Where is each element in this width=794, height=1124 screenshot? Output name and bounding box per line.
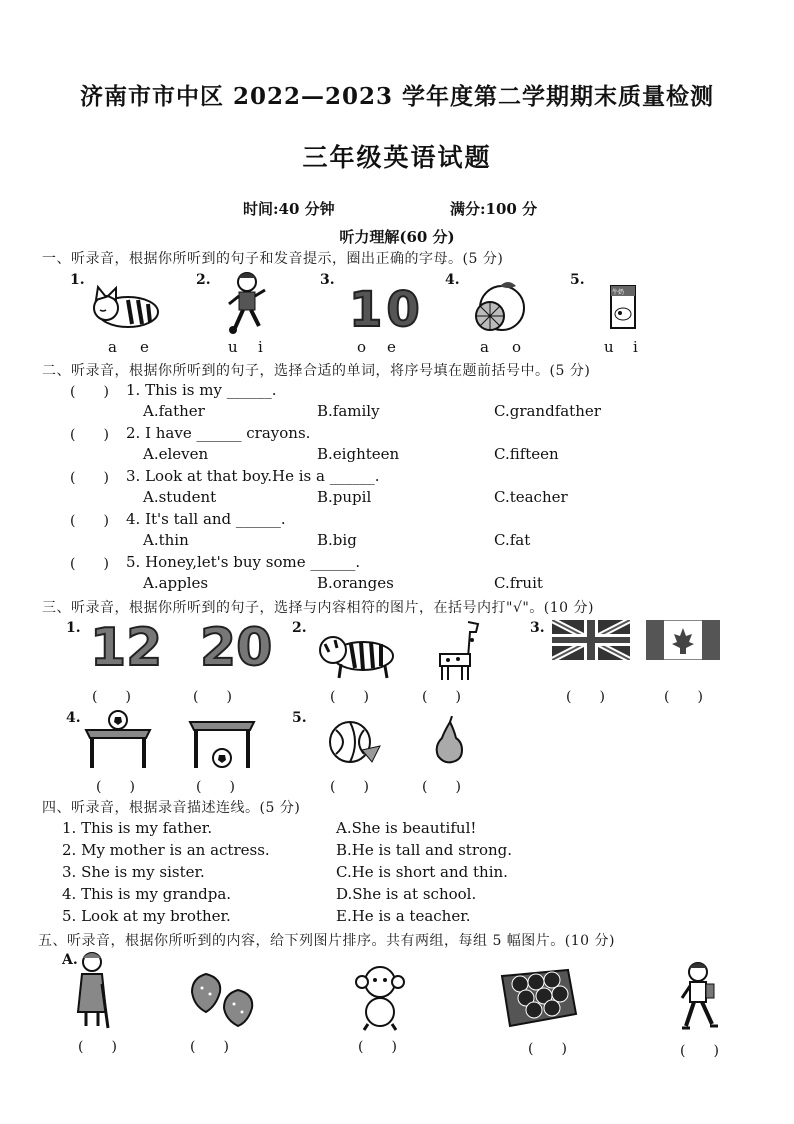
s4-left-2[interactable]: 2. My mother is an actress. bbox=[62, 841, 270, 859]
s2-q3-option-b: B.pupil bbox=[317, 488, 372, 506]
s3-bracket-3b[interactable]: ( ) bbox=[664, 689, 703, 705]
s1-letter-4b[interactable]: o bbox=[512, 338, 522, 356]
s2-question-3: 3. Look at that boy.He is a ______. bbox=[126, 467, 380, 485]
s1-num-3: 3. bbox=[320, 272, 335, 288]
s2-q4-option-b: B.big bbox=[317, 531, 357, 549]
part-heading: 听力理解(60 分) bbox=[339, 228, 455, 246]
s3-num-1: 1. bbox=[66, 620, 81, 636]
s1-num-4: 4. bbox=[445, 272, 460, 288]
ball-on-table-icon bbox=[82, 708, 154, 770]
s5-bracket-1[interactable]: ( ) bbox=[78, 1039, 117, 1055]
canada-flag-icon bbox=[646, 620, 720, 660]
orange-icon bbox=[470, 278, 530, 334]
s3-bracket-4b[interactable]: ( ) bbox=[196, 779, 235, 795]
s3-num-4: 4. bbox=[66, 710, 81, 726]
s4-left-5[interactable]: 5. Look at my brother. bbox=[62, 907, 231, 925]
milk-label: 牛奶 bbox=[612, 289, 625, 296]
s2-answer-bracket-5[interactable]: ( ) bbox=[70, 556, 109, 572]
section4-title: 四、听录音，根据录音描述连线。(5 分) bbox=[42, 800, 301, 816]
s3-bracket-1a[interactable]: ( ) bbox=[92, 689, 131, 705]
number-twenty-picture: 20 bbox=[200, 618, 273, 678]
s4-left-1[interactable]: 1. This is my father. bbox=[62, 819, 213, 837]
s1-num-5: 5. bbox=[570, 272, 585, 288]
s5-group-label: A. bbox=[62, 952, 78, 968]
s3-num-2: 2. bbox=[292, 620, 307, 636]
s2-answer-bracket-4[interactable]: ( ) bbox=[70, 513, 109, 529]
s4-right-e[interactable]: E.He is a teacher. bbox=[336, 907, 471, 925]
exam-score: 满分:100 分 bbox=[450, 200, 538, 218]
s3-bracket-5b[interactable]: ( ) bbox=[422, 779, 461, 795]
s3-num-5: 5. bbox=[292, 710, 307, 726]
s5-bracket-4[interactable]: ( ) bbox=[528, 1041, 567, 1057]
running-boy-icon bbox=[225, 270, 271, 336]
s1-letter-1b[interactable]: e bbox=[140, 338, 149, 356]
s2-question-1: 1. This is my ______. bbox=[126, 381, 277, 399]
s2-q5-option-c: C.fruit bbox=[494, 574, 543, 592]
s2-q4-option-a: A.thin bbox=[143, 531, 189, 549]
s2-question-2: 2. I have ______ crayons. bbox=[126, 424, 311, 442]
walking-boy-icon bbox=[676, 960, 724, 1034]
s4-right-c[interactable]: C.He is short and thin. bbox=[336, 863, 508, 881]
s2-q3-option-a: A.student bbox=[143, 488, 217, 506]
exam-subtitle: 三年级英语试题 bbox=[302, 143, 492, 172]
s3-bracket-4a[interactable]: ( ) bbox=[96, 779, 135, 795]
s4-right-b[interactable]: B.He is tall and strong. bbox=[336, 841, 513, 859]
s4-right-a[interactable]: A.She is beautiful! bbox=[336, 819, 477, 837]
s2-q1-option-b: B.family bbox=[317, 402, 380, 420]
ball-under-table-icon bbox=[186, 708, 258, 770]
s2-q3-option-c: C.teacher bbox=[494, 488, 568, 506]
s3-bracket-2a[interactable]: ( ) bbox=[330, 689, 369, 705]
s2-q2-option-b: B.eighteen bbox=[317, 445, 400, 463]
s3-num-3: 3. bbox=[530, 620, 545, 636]
number-ten-picture: 10 bbox=[349, 282, 424, 338]
section3-title: 三、听录音，根据你所听到的句子，选择与内容相符的图片，在括号内打"√"。(10 分) bbox=[42, 600, 594, 616]
s2-question-5: 5. Honey,let's buy some ______. bbox=[126, 553, 361, 571]
exam-time: 时间:40 分钟 bbox=[243, 200, 335, 218]
s2-answer-bracket-1[interactable]: ( ) bbox=[70, 384, 109, 400]
s1-letter-2b[interactable]: i bbox=[258, 338, 263, 356]
s2-q1-option-c: C.grandfather bbox=[494, 402, 601, 420]
s4-right-d[interactable]: D.She is at school. bbox=[336, 885, 477, 903]
number-twelve-picture: 12 bbox=[90, 618, 163, 678]
s1-letter-5b[interactable]: i bbox=[633, 338, 638, 356]
strawberry-icon bbox=[188, 968, 262, 1028]
s1-num-2: 2. bbox=[196, 272, 211, 288]
s1-letter-3a[interactable]: o bbox=[357, 338, 367, 356]
watermelon-icon bbox=[326, 716, 382, 766]
s3-bracket-3a[interactable]: ( ) bbox=[566, 689, 605, 705]
exam-title: 济南市市中区 2022—2023 学年度第二学期期末质量检测 bbox=[79, 83, 715, 110]
uk-flag-icon bbox=[552, 620, 630, 660]
s1-letter-4a[interactable]: a bbox=[480, 338, 489, 356]
s1-num-1: 1. bbox=[70, 272, 85, 288]
pear-icon bbox=[432, 716, 468, 764]
s2-answer-bracket-3[interactable]: ( ) bbox=[70, 470, 109, 486]
s2-q5-option-b: B.oranges bbox=[317, 574, 394, 592]
s2-question-4: 4. It's tall and ______. bbox=[126, 510, 286, 528]
section2-title: 二、听录音，根据你所听到的句子，选择合适的单词，将序号填在题前括号中。(5 分) bbox=[42, 363, 591, 379]
s2-q2-option-a: A.eleven bbox=[143, 445, 209, 463]
s3-bracket-2b[interactable]: ( ) bbox=[422, 689, 461, 705]
s3-bracket-1b[interactable]: ( ) bbox=[193, 689, 232, 705]
s3-bracket-5a[interactable]: ( ) bbox=[330, 779, 369, 795]
monkey-icon bbox=[350, 962, 410, 1032]
s2-q5-option-a: A.apples bbox=[143, 574, 209, 592]
tiger-icon bbox=[315, 628, 399, 680]
s1-letter-3b[interactable]: e bbox=[387, 338, 396, 356]
s5-bracket-2[interactable]: ( ) bbox=[190, 1039, 229, 1055]
giraffe-icon bbox=[428, 618, 492, 682]
section1-title: 一、听录音，根据你所听到的句子和发音提示，圈出正确的字母。(5 分) bbox=[42, 251, 504, 267]
s1-letter-1a[interactable]: a bbox=[108, 338, 117, 356]
s2-q4-option-c: C.fat bbox=[494, 531, 531, 549]
s4-left-4[interactable]: 4. This is my grandpa. bbox=[62, 885, 232, 903]
cat-icon bbox=[88, 282, 160, 330]
grandma-icon bbox=[72, 950, 116, 1030]
s1-letter-5a[interactable]: u bbox=[604, 338, 614, 356]
s2-q2-option-c: C.fifteen bbox=[494, 445, 559, 463]
s1-letter-2a[interactable]: u bbox=[228, 338, 238, 356]
s2-answer-bracket-2[interactable]: ( ) bbox=[70, 427, 109, 443]
s5-bracket-5[interactable]: ( ) bbox=[680, 1043, 719, 1059]
section5-title: 五、听录音，根据你所听到的内容，给下列图片排序。共有两组，每组 5 幅图片。(10 分) bbox=[38, 933, 615, 949]
s4-left-3[interactable]: 3. She is my sister. bbox=[62, 863, 205, 881]
s2-q1-option-a: A.father bbox=[143, 402, 205, 420]
s5-bracket-3[interactable]: ( ) bbox=[358, 1039, 397, 1055]
grapes-icon bbox=[498, 960, 580, 1030]
